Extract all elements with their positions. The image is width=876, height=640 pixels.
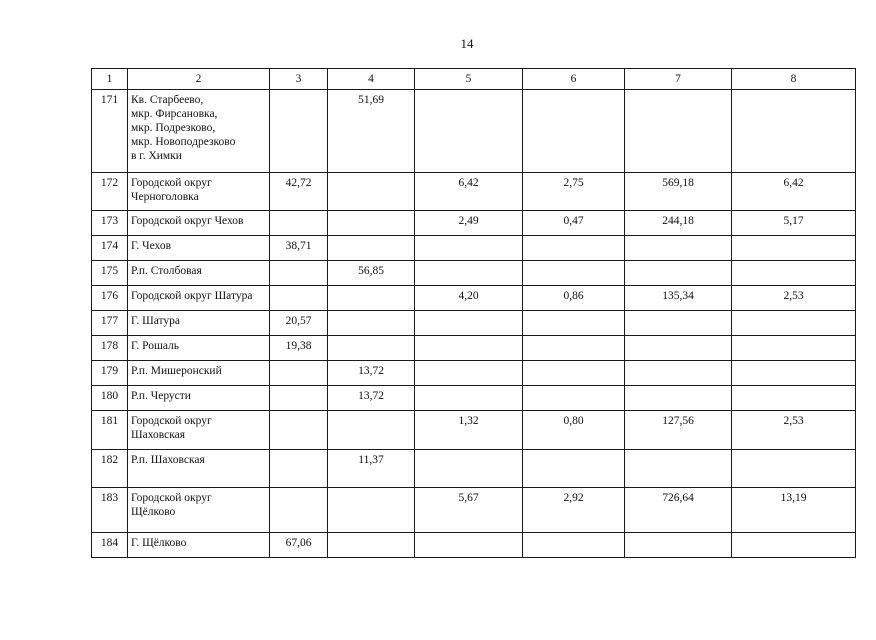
value-cell: 6,42	[732, 173, 856, 211]
value-cell	[625, 336, 732, 361]
value-cell	[328, 488, 415, 533]
value-cell: 42,72	[270, 173, 328, 211]
value-cell	[415, 336, 523, 361]
value-cell	[270, 411, 328, 450]
value-cell	[270, 90, 328, 173]
value-cell	[732, 450, 856, 488]
value-cell	[625, 386, 732, 411]
row-number-cell: 176	[92, 286, 128, 311]
name-cell: Городской округ Щёлково	[128, 488, 270, 533]
value-cell: 0,80	[523, 411, 625, 450]
column-header: 4	[328, 69, 415, 90]
value-cell	[732, 386, 856, 411]
table-row	[92, 211, 856, 236]
name-cell: Р.п. Столбовая	[128, 261, 270, 286]
value-cell	[523, 261, 625, 286]
row-number-cell: 172	[92, 173, 128, 211]
name-cell: Г. Рошаль	[128, 336, 270, 361]
value-cell: 13,72	[328, 386, 415, 411]
name-cell: Городской округ Чехов	[128, 211, 270, 236]
value-cell: 11,37	[328, 450, 415, 488]
row-number-cell: 177	[92, 311, 128, 336]
name-cell: Р.п. Черусти	[128, 386, 270, 411]
value-cell: 0,47	[523, 211, 625, 236]
value-cell	[270, 211, 328, 236]
value-cell: 19,38	[270, 336, 328, 361]
row-number-cell: 183	[92, 488, 128, 533]
table-row	[92, 450, 856, 488]
value-cell	[732, 90, 856, 173]
value-cell	[625, 90, 732, 173]
value-cell: 127,56	[625, 411, 732, 450]
value-cell: 56,85	[328, 261, 415, 286]
value-cell	[732, 261, 856, 286]
value-cell: 726,64	[625, 488, 732, 533]
value-cell	[625, 533, 732, 558]
data-table	[91, 68, 856, 558]
name-cell: Г. Чехов	[128, 236, 270, 261]
value-cell	[523, 361, 625, 386]
value-cell	[270, 361, 328, 386]
value-cell	[270, 261, 328, 286]
value-cell	[415, 90, 523, 173]
value-cell	[523, 533, 625, 558]
column-header: 8	[732, 69, 856, 90]
value-cell: 13,72	[328, 361, 415, 386]
page-number: 14	[460, 36, 474, 51]
value-cell	[625, 261, 732, 286]
row-number-cell: 184	[92, 533, 128, 558]
table-row	[92, 361, 856, 386]
name-cell: Городской округ Шатура	[128, 286, 270, 311]
value-cell	[415, 450, 523, 488]
value-cell	[328, 236, 415, 261]
value-cell: 67,06	[270, 533, 328, 558]
value-cell: 2,75	[523, 173, 625, 211]
value-cell	[523, 236, 625, 261]
value-cell	[328, 336, 415, 361]
value-cell: 20,57	[270, 311, 328, 336]
table-row	[92, 286, 856, 311]
value-cell	[415, 236, 523, 261]
row-number-cell: 175	[92, 261, 128, 286]
value-cell	[625, 311, 732, 336]
value-cell: 2,49	[415, 211, 523, 236]
value-cell	[415, 533, 523, 558]
row-number-cell: 180	[92, 386, 128, 411]
table-row	[92, 411, 856, 450]
value-cell	[328, 173, 415, 211]
value-cell	[523, 386, 625, 411]
value-cell	[270, 450, 328, 488]
row-number-cell: 181	[92, 411, 128, 450]
value-cell	[415, 361, 523, 386]
value-cell	[328, 411, 415, 450]
table-row	[92, 386, 856, 411]
column-header: 2	[128, 69, 270, 90]
value-cell	[523, 336, 625, 361]
value-cell	[732, 236, 856, 261]
name-cell: Городской округ Черноголовка	[128, 173, 270, 211]
value-cell: 38,71	[270, 236, 328, 261]
table-row	[92, 488, 856, 533]
table-row	[92, 236, 856, 261]
value-cell	[415, 311, 523, 336]
name-cell: Г. Шатура	[128, 311, 270, 336]
row-number-cell: 171	[92, 90, 128, 173]
value-cell: 4,20	[415, 286, 523, 311]
value-cell	[625, 236, 732, 261]
table-row	[92, 311, 856, 336]
value-cell	[270, 386, 328, 411]
value-cell	[328, 211, 415, 236]
value-cell	[732, 361, 856, 386]
value-cell	[523, 450, 625, 488]
name-cell: Р.п. Шаховская	[128, 450, 270, 488]
value-cell: 2,53	[732, 286, 856, 311]
row-number-cell: 178	[92, 336, 128, 361]
table-row	[92, 336, 856, 361]
value-cell: 2,53	[732, 411, 856, 450]
name-cell: Городской округ Шаховская	[128, 411, 270, 450]
value-cell: 5,67	[415, 488, 523, 533]
row-number-cell: 179	[92, 361, 128, 386]
name-cell: Г. Щёлково	[128, 533, 270, 558]
value-cell: 5,17	[732, 211, 856, 236]
table-header-row	[92, 69, 856, 90]
value-cell: 13,19	[732, 488, 856, 533]
value-cell	[732, 533, 856, 558]
column-header: 1	[92, 69, 128, 90]
value-cell	[625, 361, 732, 386]
value-cell	[732, 336, 856, 361]
value-cell	[328, 533, 415, 558]
column-header: 7	[625, 69, 732, 90]
row-number-cell: 182	[92, 450, 128, 488]
table-row	[92, 261, 856, 286]
table-row	[92, 533, 856, 558]
table-body	[92, 69, 856, 558]
value-cell	[732, 311, 856, 336]
column-header: 6	[523, 69, 625, 90]
value-cell	[523, 90, 625, 173]
table-row	[92, 90, 856, 173]
value-cell	[523, 311, 625, 336]
value-cell	[270, 488, 328, 533]
value-cell: 1,32	[415, 411, 523, 450]
value-cell	[270, 286, 328, 311]
value-cell: 569,18	[625, 173, 732, 211]
value-cell	[328, 286, 415, 311]
value-cell: 51,69	[328, 90, 415, 173]
value-cell: 135,34	[625, 286, 732, 311]
name-cell: Р.п. Мишеронский	[128, 361, 270, 386]
column-header: 3	[270, 69, 328, 90]
column-header: 5	[415, 69, 523, 90]
row-number-cell: 174	[92, 236, 128, 261]
value-cell	[625, 450, 732, 488]
row-number-cell: 173	[92, 211, 128, 236]
value-cell	[328, 311, 415, 336]
value-cell: 2,92	[523, 488, 625, 533]
value-cell: 0,86	[523, 286, 625, 311]
value-cell	[415, 386, 523, 411]
value-cell: 244,18	[625, 211, 732, 236]
value-cell: 6,42	[415, 173, 523, 211]
name-cell: Кв. Старбеево, мкр. Фирсановка, мкр. Подрезково, мкр. Новоподрезково в г. Химки	[128, 90, 270, 173]
value-cell	[415, 261, 523, 286]
table-row	[92, 173, 856, 211]
